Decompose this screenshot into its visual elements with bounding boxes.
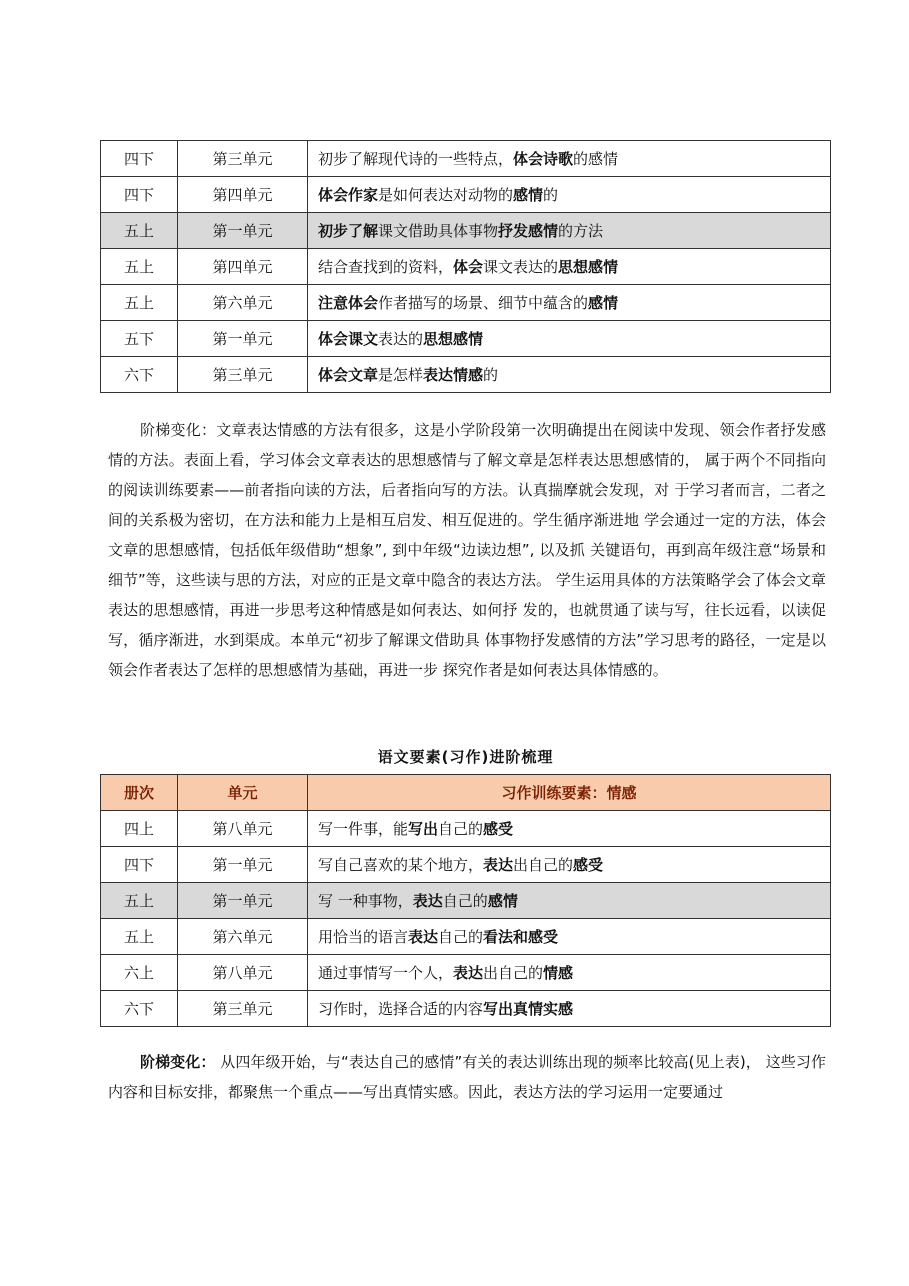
element-text: 的 — [483, 366, 499, 384]
element-text: 的方法 — [558, 222, 604, 240]
element-cell — [308, 141, 831, 177]
keyword-text: 体会课文 — [318, 330, 379, 348]
unit-cell: 第一单元 — [178, 847, 308, 883]
keyword-text: 表达 — [412, 892, 443, 910]
unit-cell: 第六单元 — [178, 919, 308, 955]
element-text: 写 一种事物， — [318, 892, 413, 910]
table-row — [101, 141, 831, 177]
unit-cell: 第三单元 — [178, 357, 308, 393]
grade-cell: 四下 — [101, 847, 178, 883]
table-row — [101, 177, 831, 213]
header-unit: 单元 — [178, 775, 308, 811]
grade-cell: 六上 — [101, 955, 178, 991]
element-cell — [308, 321, 831, 357]
unit-cell: 第六单元 — [178, 285, 308, 321]
element-cell — [308, 357, 831, 393]
element-cell — [308, 955, 831, 991]
unit-cell: 第一单元 — [178, 213, 308, 249]
writing-elements-table — [100, 774, 831, 1027]
keyword-text: 写出 — [408, 820, 439, 838]
element-text: 出自己的 — [483, 964, 544, 982]
keyword-text: 表达情感 — [423, 366, 484, 384]
table-row — [101, 919, 831, 955]
element-text: 的 — [543, 186, 559, 204]
element-text: 自己的 — [438, 928, 484, 946]
element-text: 表达的 — [378, 330, 424, 348]
element-text: 作者描写的场景、细节中蕴含的 — [378, 294, 589, 312]
grade-cell: 四下 — [101, 177, 178, 213]
element-cell — [308, 285, 831, 321]
element-cell — [308, 883, 831, 919]
keyword-text: 表达 — [408, 928, 439, 946]
grade-cell: 五上 — [101, 249, 178, 285]
unit-cell: 第八单元 — [178, 955, 308, 991]
table-row — [101, 213, 831, 249]
paragraph-lead: 阶梯变化： — [140, 1053, 216, 1071]
grade-cell: 五下 — [101, 321, 178, 357]
table-row — [101, 991, 831, 1027]
element-cell — [308, 811, 831, 847]
keyword-text: 体会文章 — [318, 366, 379, 384]
keyword-text: 感受 — [483, 820, 514, 838]
keyword-text: 体会作家 — [318, 186, 379, 204]
keyword-text: 初步了解 — [318, 222, 379, 240]
table-row — [101, 321, 831, 357]
keyword-text: 感情 — [588, 294, 619, 312]
element-cell — [308, 177, 831, 213]
table-row — [101, 883, 831, 919]
grade-cell: 六下 — [101, 991, 178, 1027]
unit-cell: 第一单元 — [178, 883, 308, 919]
paragraph-body: 从四年级开始，与“表达自己的感情”有关的表达训练出现的频率比较高(见上表)， 这些习作内容和目标安排，都聚焦一个重点——写出真情实感。因此，表达方法的学习运用一定要通过 — [108, 1053, 826, 1101]
keyword-text: 看法和感受 — [483, 928, 559, 946]
keyword-text: 抒发感情 — [498, 222, 559, 240]
element-text: 的感情 — [573, 150, 619, 168]
table-row — [101, 955, 831, 991]
grade-cell: 五上 — [101, 213, 178, 249]
unit-cell: 第三单元 — [178, 991, 308, 1027]
element-text: 是如何表达对动物的 — [378, 186, 514, 204]
grade-cell: 四下 — [101, 141, 178, 177]
keyword-text: 感情 — [513, 186, 544, 204]
element-cell — [308, 847, 831, 883]
element-cell — [308, 213, 831, 249]
element-text: 通过事情写一个人， — [318, 964, 454, 982]
table-caption: 语文要素(习作)进阶梳理 — [377, 748, 554, 766]
element-text: 写自己喜欢的某个地方， — [318, 856, 484, 874]
ladder-change-paragraph-1: 阶梯变化：文章表达情感的方法有很多，这是小学阶段第一次明确提出在阅读中发现、领会作者抒发感情的方法。表面上看，学习体会文章表达的思想感情与了解文章是怎样表达思想感情的， 属于两个不同指向的阅读训练要素——前者指向读的方法，后者指向写的方法。认真揣摩就会发现，对 于学习者而言，二者之间的关系极为密切，在方法和能力上是相互启发、相互促进的。学生循序渐进地 学会通过一定的方法，体会文章的思想感情，包括低年级借助“想象”, 到中年级“边读边想”, 以及抓 关键语句，再到高年级注意“场景和细节”等，这些读与思的方法，对应的正是文章中隐含的表达方法。 学生运用具体的方法策略学会了体会文章表达的思想感情，再进一步思考这种情感是如何表达、如何抒 发的，也就贯通了读与写，往长远看，以读促写，循序渐进，水到渠成。本单元“初步了解课文借助具 体事物抒发感情的方法”学习思考的路径，一定是以领会作者表达了怎样的思想感情为基础，再进一步 探究作者是如何表达具体情感的。 — [108, 421, 826, 679]
element-cell — [308, 991, 831, 1027]
keyword-text: 表达 — [453, 964, 484, 982]
element-cell — [308, 249, 831, 285]
unit-cell: 第四单元 — [178, 249, 308, 285]
keyword-text: 感情 — [487, 892, 518, 910]
reading-elements-table — [100, 140, 831, 393]
keyword-text: 感受 — [573, 856, 604, 874]
grade-cell: 五上 — [101, 919, 178, 955]
table-row — [101, 249, 831, 285]
element-text: 出自己的 — [513, 856, 574, 874]
element-cell — [308, 919, 831, 955]
table-header-row — [101, 775, 831, 811]
unit-cell: 第三单元 — [178, 141, 308, 177]
keyword-text: 写出真情实感 — [483, 1000, 574, 1018]
keyword-text: 表达 — [483, 856, 514, 874]
element-text: 习作时，选择合适的内容 — [318, 1000, 484, 1018]
element-text: 自己的 — [438, 820, 484, 838]
grade-cell: 五上 — [101, 883, 178, 919]
keyword-text: 注意体会 — [318, 294, 379, 312]
header-volume: 册次 — [101, 775, 178, 811]
element-text: 课文借助具体事物 — [378, 222, 499, 240]
element-text: 自己的 — [442, 892, 488, 910]
header-writing-element: 习作训练要素：情感 — [308, 775, 831, 811]
unit-cell: 第八单元 — [178, 811, 308, 847]
keyword-text: 思想感情 — [558, 258, 619, 276]
keyword-text: 体会 — [453, 258, 484, 276]
ladder-change-paragraph-2 — [108, 1047, 826, 1107]
keyword-text: 思想感情 — [423, 330, 484, 348]
writing-elements-table-body — [101, 811, 831, 1027]
table-row — [101, 357, 831, 393]
unit-cell: 第四单元 — [178, 177, 308, 213]
unit-cell: 第一单元 — [178, 321, 308, 357]
element-text: 课文表达的 — [483, 258, 559, 276]
grade-cell: 五上 — [101, 285, 178, 321]
element-text: 是怎样 — [378, 366, 424, 384]
table-row — [101, 847, 831, 883]
element-text: 初步了解现代诗的一些特点， — [318, 150, 514, 168]
table-row — [101, 285, 831, 321]
keyword-text: 情感 — [543, 964, 574, 982]
table-row — [101, 811, 831, 847]
element-text: 结合查找到的资料， — [318, 258, 454, 276]
element-text: 用恰当的语言 — [318, 928, 409, 946]
grade-cell: 六下 — [101, 357, 178, 393]
keyword-text: 体会诗歌 — [513, 150, 574, 168]
reading-elements-table-body — [101, 141, 831, 393]
element-text: 写一件事，能 — [318, 820, 409, 838]
grade-cell: 四上 — [101, 811, 178, 847]
